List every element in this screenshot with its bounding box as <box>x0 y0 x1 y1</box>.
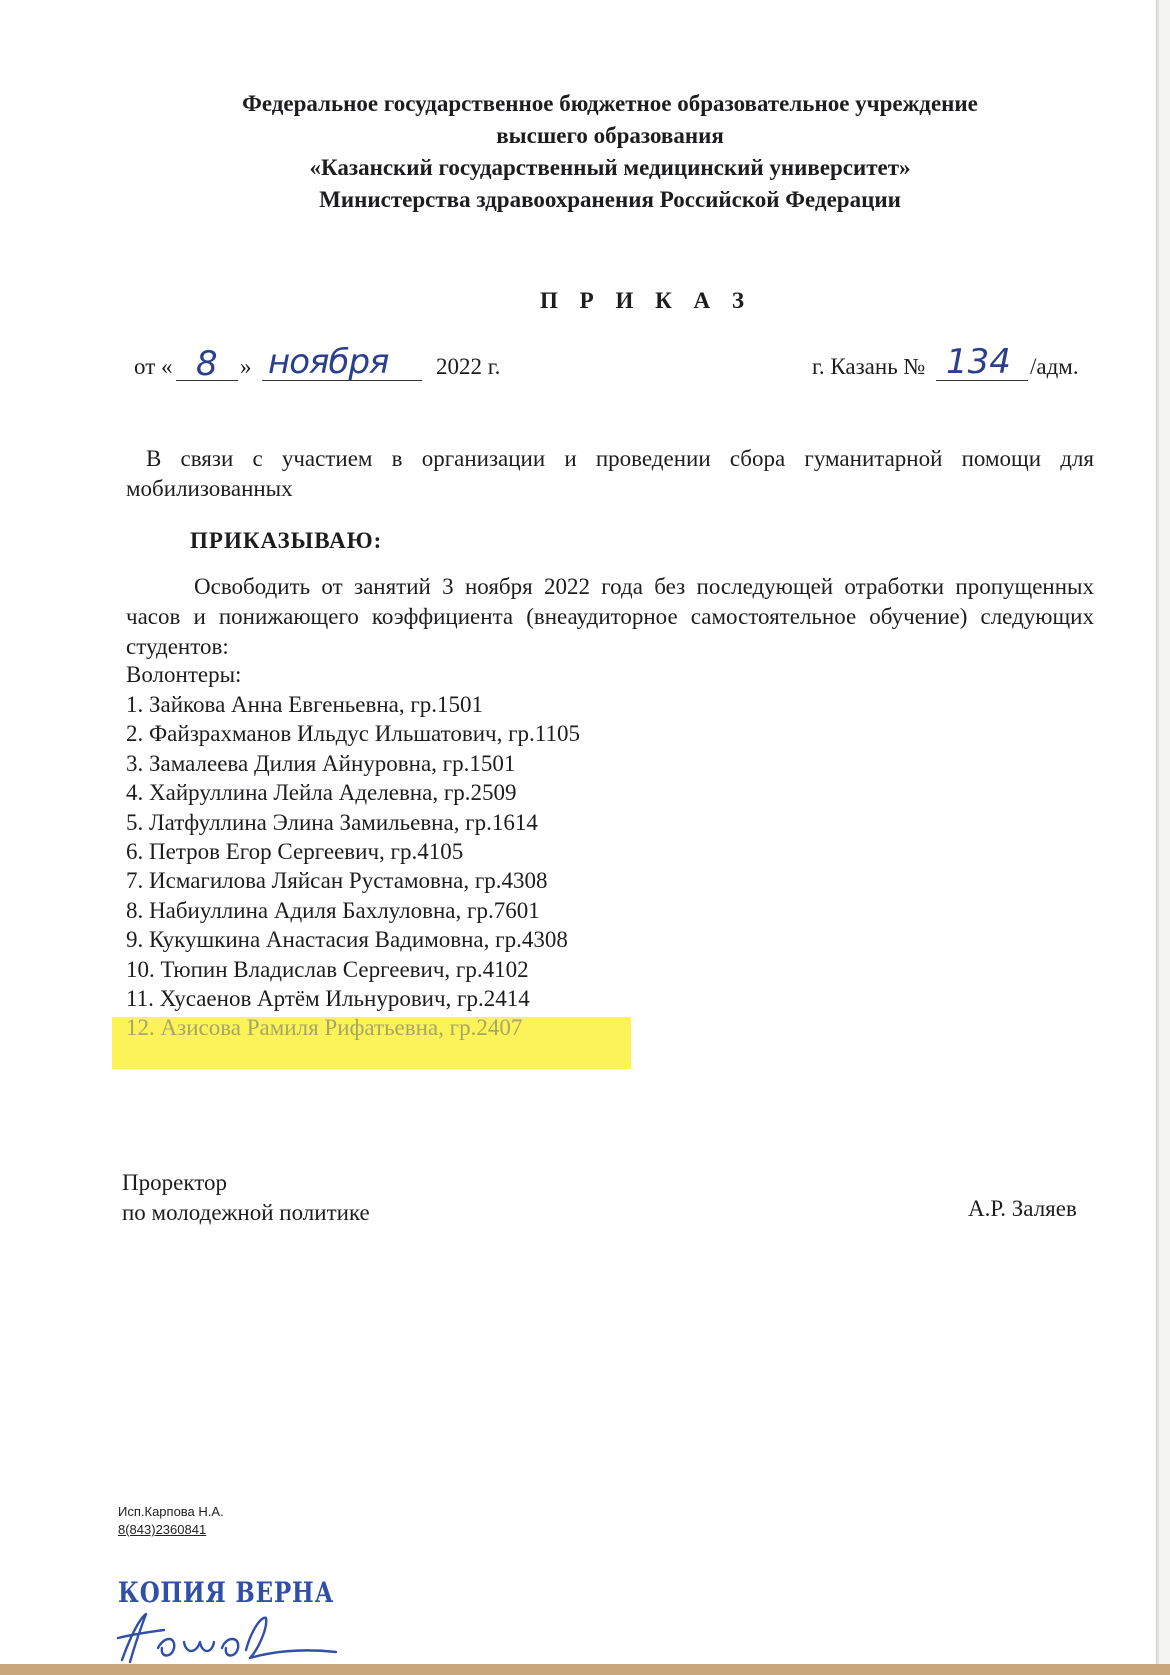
date-month-handwritten: ноября <box>268 342 389 382</box>
institution-header <box>150 88 1070 216</box>
position-line-2: по молодежной политике <box>122 1200 370 1225</box>
number-suffix: /адм. <box>1030 354 1079 379</box>
order-number-handwritten: 134 <box>946 342 1011 382</box>
list-item: 5. Латфуллина Элина Замильевна, гр.1614 <box>126 809 538 835</box>
list-item: 9. Кукушкина Анастасия Вадимовна, гр.4308 <box>126 927 568 953</box>
executor-name: Исп.Карпова Н.А. <box>118 1504 224 1519</box>
position-line-1: Проректор <box>122 1170 227 1195</box>
date-number-row <box>134 342 1094 400</box>
handwritten-signature-icon <box>100 1608 340 1668</box>
order-word: ПРИКАЗЫВАЮ: <box>190 528 383 553</box>
list-item: 1. Зайкова Анна Евгеньевна, гр.1501 <box>126 692 484 717</box>
list-item: 3. Замалеева Дилия Айнуровна, гр.1501 <box>126 750 516 776</box>
copy-stamp: КОПИЯ ВЕРНА <box>118 1576 335 1609</box>
list-item: 11. Хусаенов Артём Ильнурович, гр.2414 <box>126 986 530 1012</box>
header-line-4: Министерства здравоохранения Российской Федерации <box>319 187 901 212</box>
student-list <box>126 690 580 1043</box>
list-item: 8. Набиуллина Адиля Бахлуловна, гр.7601 <box>126 897 540 923</box>
list-item: 10. Тюпин Владислав Сергеевич, гр.4102 <box>126 956 529 982</box>
list-item: 6. Петров Егор Сергеевич, гр.4105 <box>126 839 464 865</box>
list-item: 2. Файзрахманов Ильдус Ильшатович, гр.1105 <box>126 721 580 747</box>
intro-paragraph: В связи с участием в организации и проведении сбора гуманитарной помощи для мобилизованных <box>126 446 1094 501</box>
header-line-1: Федеральное государственное бюджетное образовательное учреждение <box>242 91 978 116</box>
list-heading: Волонтеры: <box>126 662 242 687</box>
header-line-2: высшего образования <box>496 123 724 148</box>
executor-info <box>118 1503 224 1539</box>
signatory-position <box>122 1168 370 1228</box>
signatory-name: А.Р. Заляев <box>968 1196 1077 1221</box>
header-line-3: «Казанский государственный медицинский университет» <box>309 155 911 180</box>
city-label: г. Казань № <box>812 354 926 379</box>
date-year: 2022 г. <box>436 354 501 379</box>
order-paragraph: Освободить от занятий 3 ноября 2022 года без последующей отработки пропущенных часов и понижающего коэффициента (внеаудиторное самостоятельное обучение) следующих студентов: <box>126 574 1094 659</box>
date-day-handwritten: 8 <box>196 344 218 384</box>
executor-phone: 8(843)2360841 <box>118 1522 207 1537</box>
list-item: 7. Исмагилова Ляйсан Рустамовна, гр.4308 <box>126 868 548 894</box>
date-quote-close: » <box>240 354 252 379</box>
list-item-highlighted: 12. Азисова Рамиля Рифатьевна, гр.2407 <box>126 1015 523 1041</box>
document-title: П Р И К А З <box>540 288 753 313</box>
list-item: 4. Хайруллина Лейла Аделевна, гр.2509 <box>126 780 517 806</box>
date-prefix: от « <box>134 354 173 379</box>
